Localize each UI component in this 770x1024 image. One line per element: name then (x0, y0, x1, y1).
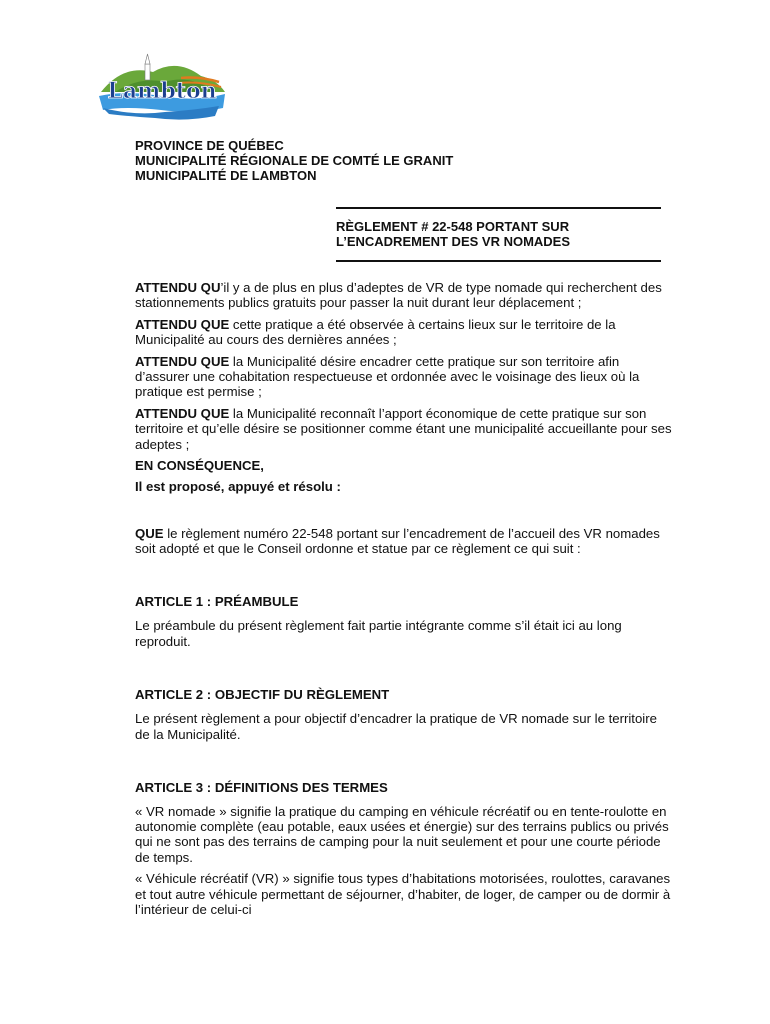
header-province: PROVINCE DE QUÉBEC (135, 138, 284, 153)
header-mrc: MUNICIPALITÉ RÉGIONALE DE COMTÉ LE GRANIT (135, 153, 454, 168)
considerant-2: ATTENDU QUE cette pratique a été observée à certains lieux sur le territoire de la Municipalité au cours des dernières années ; (135, 316, 616, 348)
article-1-heading: ARTICLE 1 : PRÉAMBULE (135, 593, 299, 609)
lambton-logo (95, 52, 230, 122)
svg-text:Lambton: Lambton (107, 78, 217, 104)
document-header (135, 138, 453, 183)
en-consequence: EN CONSÉQUENCE, (135, 458, 264, 474)
title-line-2: L’ENCADREMENT DES VR NOMADES (336, 234, 571, 249)
considerant-3: ATTENDU QUE la Municipalité désire encadrer cette pratique sur son territoire afin d’assurer une cohabitation respectueuse et ordonnée avec le voisinage des lieux où la pratique est permise ; (135, 353, 640, 400)
document-body (135, 280, 675, 917)
article-3-definition-vr-nomade: « VR nomade » signifie la pratique du camping en véhicule récréatif ou en tente-roulotte en autonomie complète (eau potable, eaux usées et énergie) sur des terrains publics ou privés qui ne sont pas des terrains de camping pour la nuit seulement et pour une courte période de temps. (135, 803, 669, 865)
article-2-heading: ARTICLE 2 : OBJECTIF DU RÈGLEMENT (135, 686, 390, 702)
article-3-heading: ARTICLE 3 : DÉFINITIONS DES TERMES (135, 780, 388, 796)
article-1-text: Le préambule du présent règlement fait partie intégrante comme s’il était ici au long reproduit. (135, 618, 622, 649)
considerant-1: ATTENDU QU’il y a de plus en plus d’adeptes de VR de type nomade qui recherchent des stationnements publics gratuits pour passer la nuit durant leur déplacement ; (135, 280, 662, 311)
article-2-text: Le présent règlement a pour objectif d’encadrer la pratique de VR nomade sur le territoire de la Municipalité. (135, 711, 657, 742)
title-line-1: RÈGLEMENT # 22-548 PORTANT SUR (336, 219, 570, 234)
regulation-title-box (336, 207, 661, 262)
considerant-4: ATTENDU QUE la Municipalité reconnaît l’apport économique de cette pratique sur son territoire et qu’elle désire se positionner comme étant une municipalité accueillante pour ses adeptes ; (135, 405, 672, 452)
header-municipality: MUNICIPALITÉ DE LAMBTON (135, 168, 317, 183)
que-paragraph: QUE le règlement numéro 22-548 portant sur l’encadrement de l’accueil des VR nomades soit adopté et que le Conseil ordonne et statue par ce règlement ce qui suit : (135, 525, 660, 557)
article-3-definition-vehicule-recreatif: « Véhicule récréatif (VR) » signifie tous types d’habitations motorisées, roulottes, caravanes et tout autre véhicule permettant de séjourner, d’habiter, de loger, de camper ou de dormir à l’intérieur de celui-ci (135, 871, 671, 917)
propose-line: Il est proposé, appuyé et résolu : (135, 479, 341, 495)
